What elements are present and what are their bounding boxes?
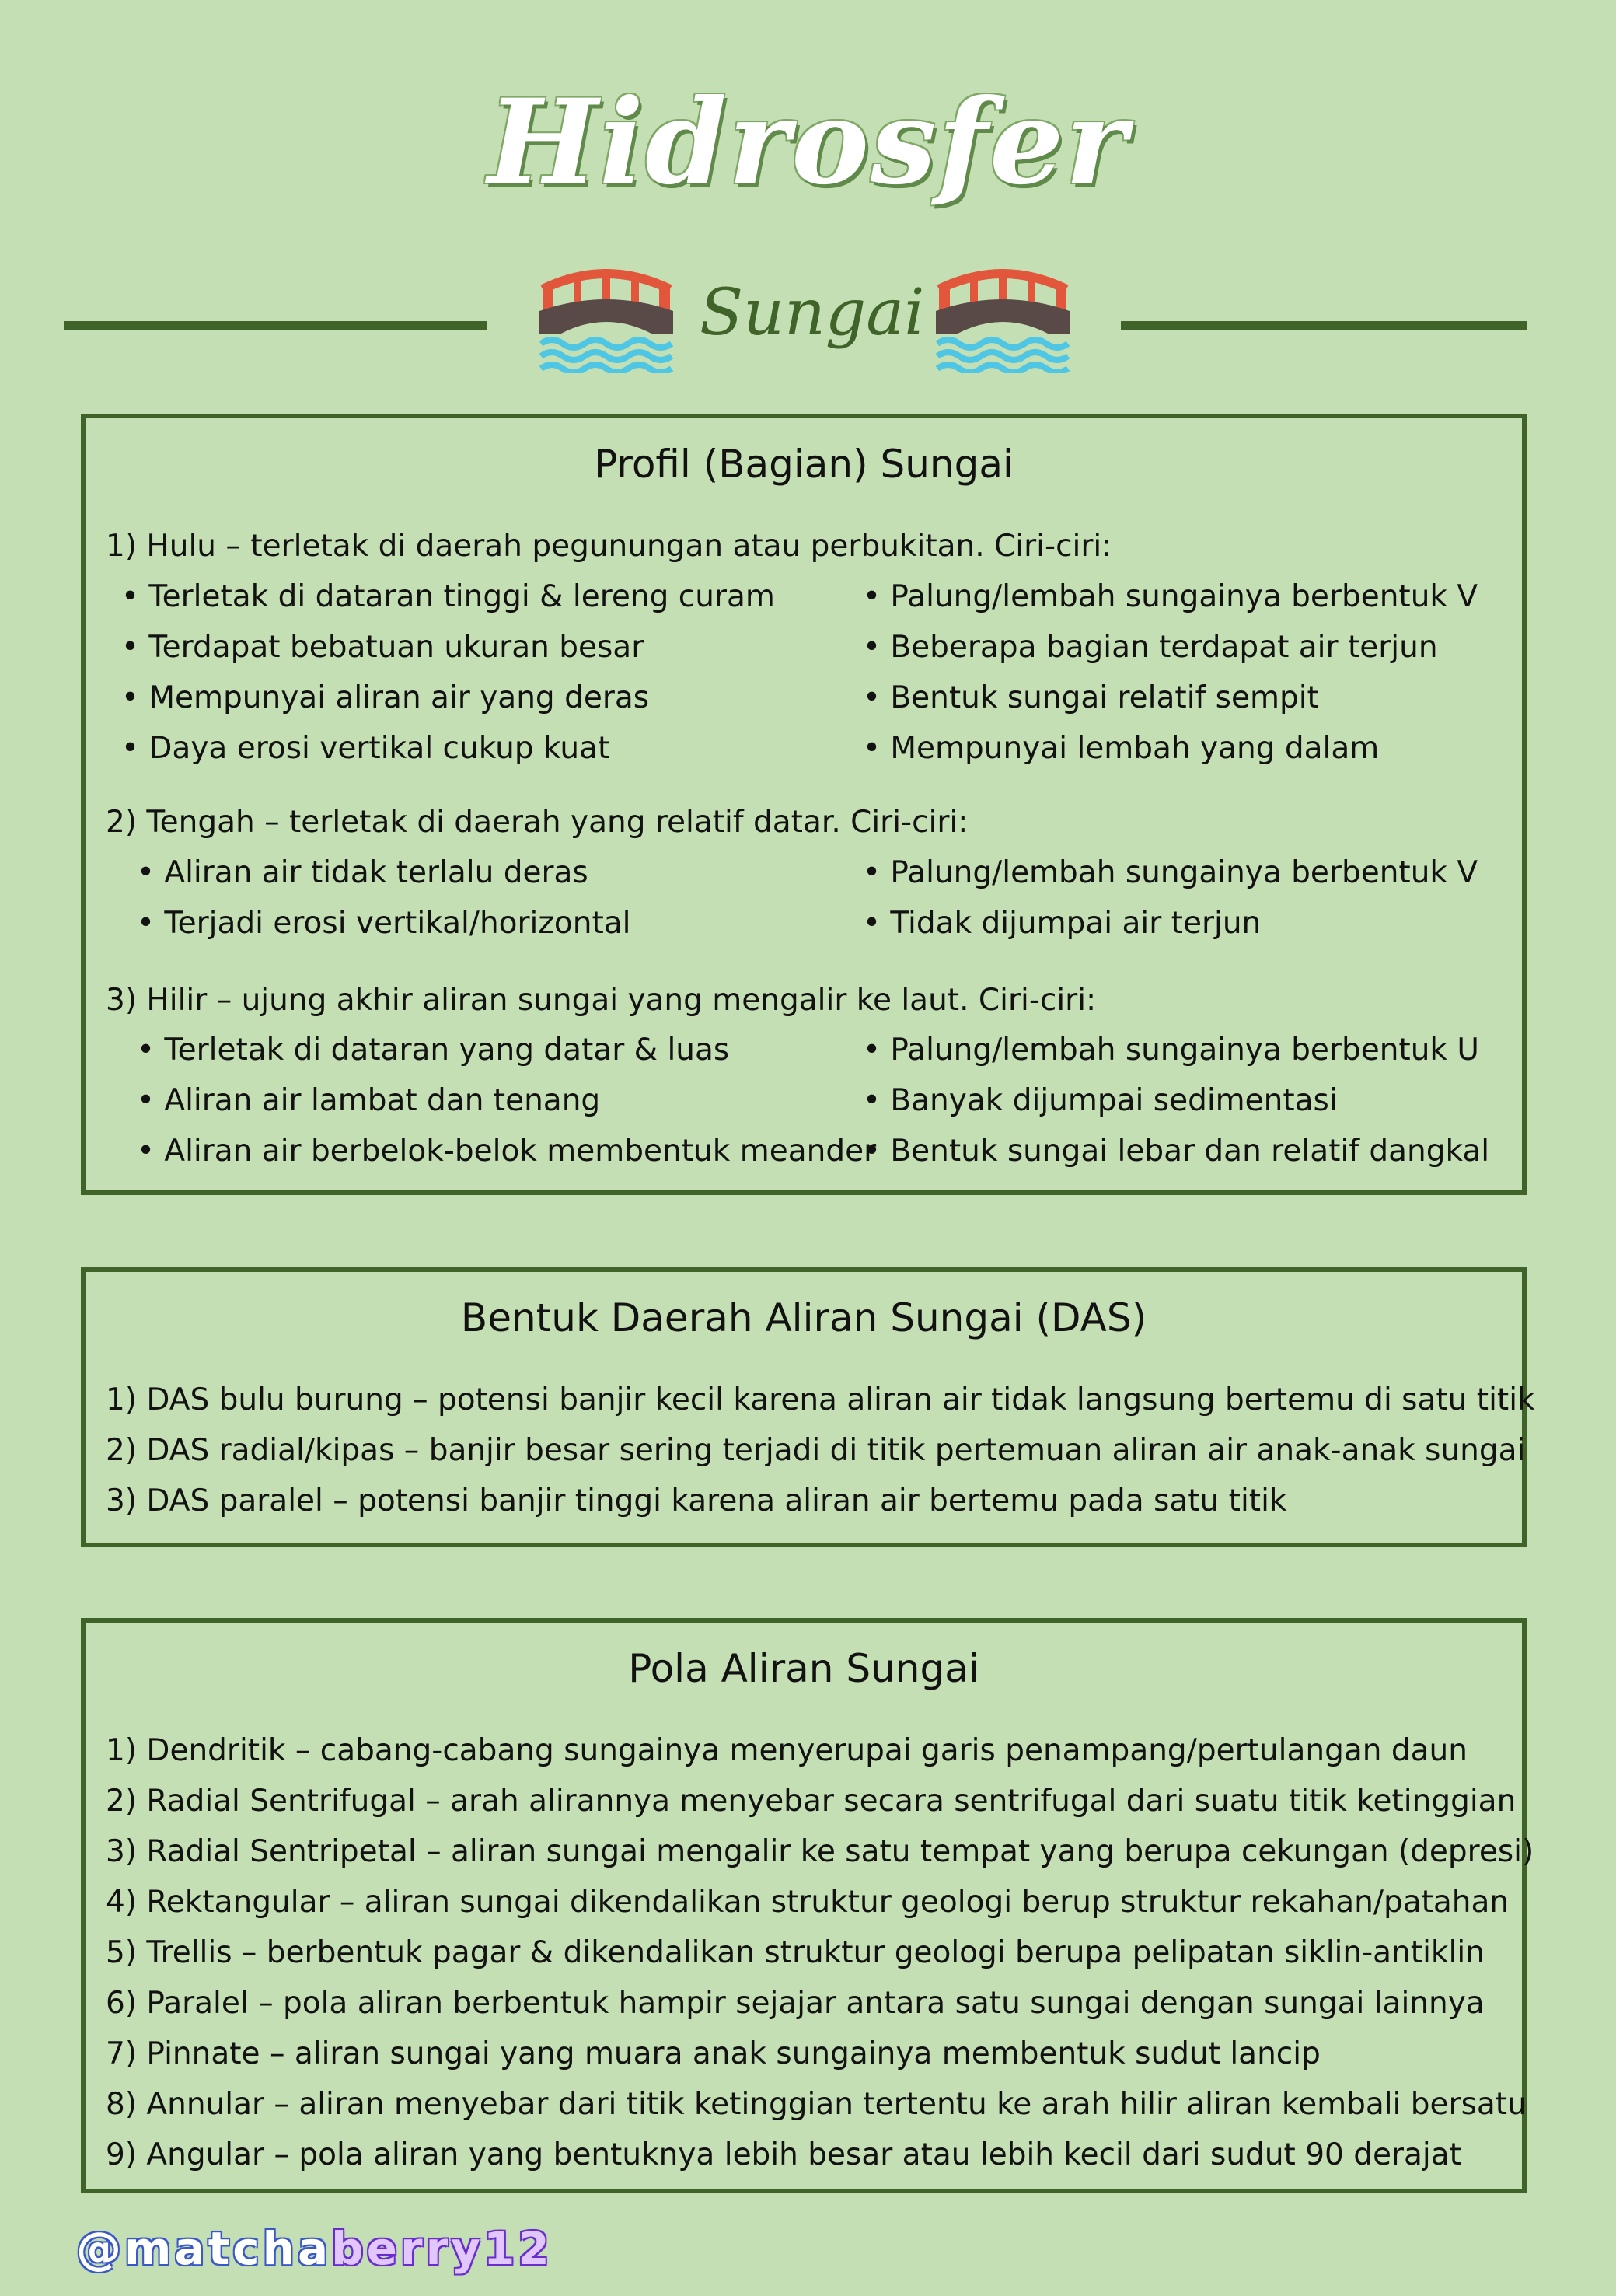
hilir-right-item: • Banyak dijumpai sedimentasi	[863, 1083, 1338, 1118]
hilir-left-item: • Terletak di dataran yang datar & luas	[137, 1033, 730, 1068]
hilir-heading: 3) Hilir – ujung akhir aliran sungai yang mengalir ke laut. Ciri-ciri:	[106, 983, 1097, 1018]
bridge-icon	[933, 257, 1073, 373]
hulu-left-item: • Mempunyai aliran air yang deras	[121, 680, 650, 715]
das-box	[81, 1267, 1535, 1547]
section-subtitle: Sungai	[700, 276, 925, 350]
tengah-right-item: • Palung/lembah sungainya berbentuk V	[863, 855, 1478, 890]
pola-item: 2) Radial Sentrifugal – arah alirannya menyebar secara sentrifugal dari suatu titik ketinggian	[106, 1784, 1517, 1819]
author-handle	[76, 2222, 553, 2275]
das-item: 3) DAS paralel – potensi banjir tinggi karena aliran air bertemu pada satu titik	[106, 1483, 1287, 1518]
profil-title: Profil (Bagian) Sungai	[594, 442, 1014, 487]
pola-item: 3) Radial Sentripetal – aliran sungai mengalir ke satu tempat yang berupa cekungan (depresi)	[106, 1834, 1534, 1869]
hilir-right-item: • Palung/lembah sungainya berbentuk U	[863, 1033, 1479, 1068]
profil-box	[81, 414, 1527, 1195]
pola-item: 8) Annular – aliran menyebar dari titik ketinggian tertentu ke arah hilir aliran kembali bersatu	[106, 2087, 1527, 2122]
pola-item: 6) Paralel – pola aliran berbentuk hampir sejajar antara satu sungai dengan sungai lainnya	[106, 1986, 1485, 2021]
tengah-heading: 2) Tengah – terletak di daerah yang relatif datar. Ciri-ciri:	[106, 805, 969, 840]
pola-item: 4) Rektangular – aliran sungai dikendalikan struktur geologi berup struktur rekahan/patahan	[106, 1885, 1510, 1920]
tengah-left-item: • Aliran air tidak terlalu deras	[137, 855, 588, 890]
hilir-left-item: • Aliran air lambat dan tenang	[137, 1083, 601, 1118]
das-title: Bentuk Daerah Aliran Sungai (DAS)	[460, 1295, 1147, 1340]
hulu-right-item: • Bentuk sungai relatif sempit	[863, 680, 1319, 715]
tengah-right-item: • Tidak dijumpai air terjun	[863, 906, 1262, 941]
hulu-right-item: • Beberapa bagian terdapat air terjun	[863, 630, 1438, 665]
pola-item: 1) Dendritik – cabang-cabang sungainya menyerupai garis penampang/pertulangan daun	[106, 1733, 1468, 1768]
tengah-left-item: • Terjadi erosi vertikal/horizontal	[137, 906, 631, 941]
hilir-right-item: • Bentuk sungai lebar dan relatif dangkal	[863, 1134, 1490, 1169]
handle-part2: berry12	[331, 2222, 553, 2275]
pola-item: 7) Pinnate – aliran sungai yang muara anak sungainya membentuk sudut lancip	[106, 2036, 1321, 2071]
pola-box	[81, 1618, 1534, 2193]
hulu-left-item: • Terdapat bebatuan ukuran besar	[121, 630, 644, 665]
hulu-right-item: • Palung/lembah sungainya berbentuk V	[863, 579, 1478, 614]
pola-title: Pola Aliran Sungai	[628, 1646, 979, 1691]
pola-item: 5) Trellis – berbentuk pagar & dikendalikan struktur geologi berupa pelipatan siklin-antiklin	[106, 1935, 1485, 1970]
hulu-left-item: • Daya erosi vertikal cukup kuat	[121, 731, 610, 766]
bridge-icon	[536, 257, 676, 373]
divider-right	[1121, 321, 1527, 330]
hilir-left-item: • Aliran air berbelok-belok membentuk meander	[137, 1134, 877, 1169]
das-item: 1) DAS bulu burung – potensi banjir kecil karena aliran air tidak langsung bertemu di satu titik	[106, 1382, 1535, 1417]
page-title: Hidrosfer	[487, 74, 1129, 211]
hulu-left-item: • Terletak di dataran tinggi & lereng curam	[121, 579, 775, 614]
pola-item: 9) Angular – pola aliran yang bentuknya lebih besar atau lebih kecil dari sudut 90 derajat	[106, 2137, 1461, 2172]
hulu-heading: 1) Hulu – terletak di daerah pegunungan atau perbukitan. Ciri-ciri:	[106, 529, 1112, 564]
handle-part1: @matcha	[76, 2222, 332, 2275]
divider-left	[64, 321, 487, 330]
das-item: 2) DAS radial/kipas – banjir besar sering terjadi di titik pertemuan aliran air anak-anak sungai	[106, 1433, 1526, 1468]
hulu-right-item: • Mempunyai lembah yang dalam	[863, 731, 1380, 766]
